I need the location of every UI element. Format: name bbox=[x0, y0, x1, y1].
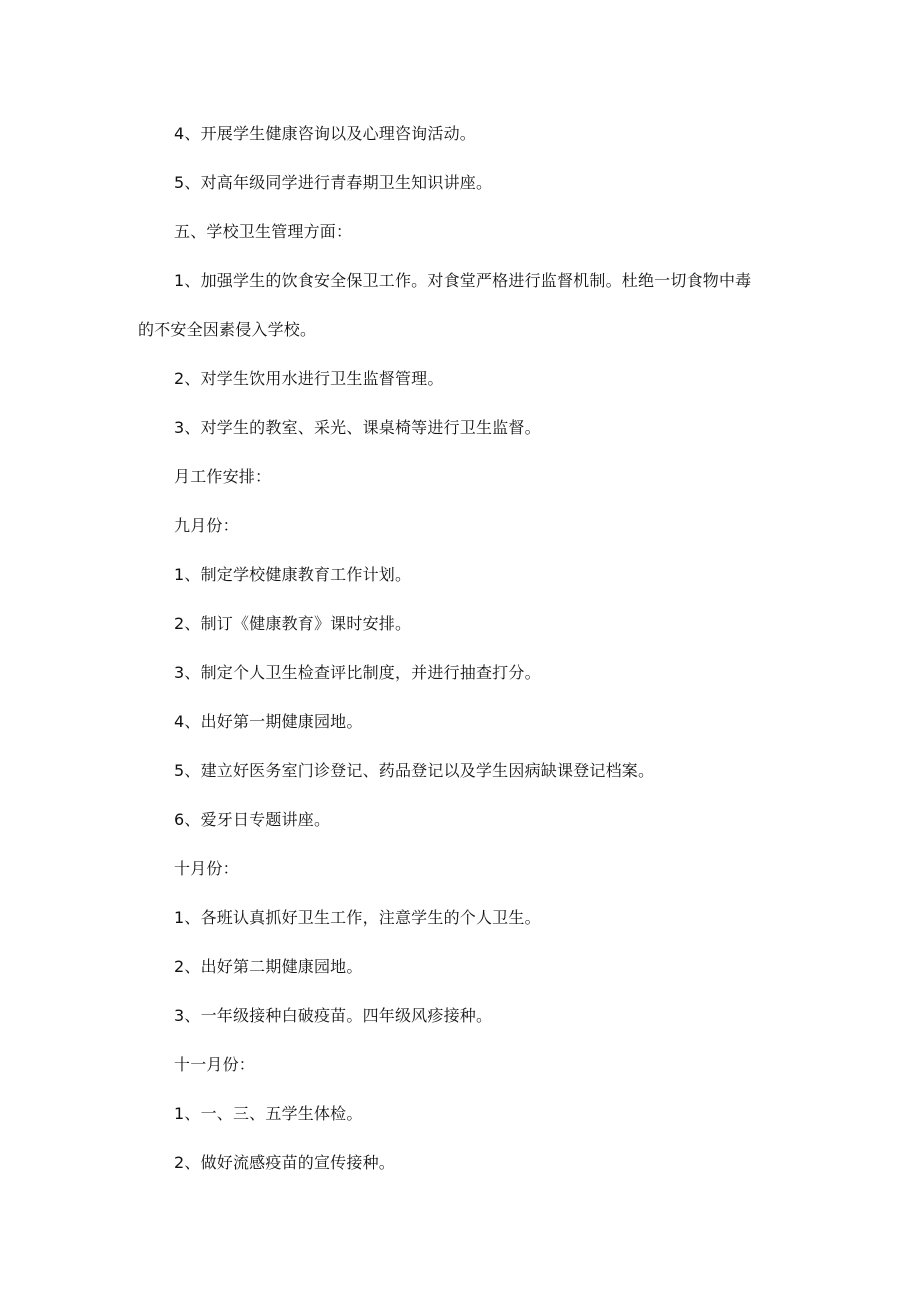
month-heading-october: 十月份： bbox=[174, 859, 239, 878]
list-item-health-consulting: 4、开展学生健康咨询以及心理咨询活动。 bbox=[174, 124, 476, 143]
list-item-october-1: 1、各班认真抓好卫生工作，注意学生的个人卫生。 bbox=[174, 908, 541, 927]
list-item-food-safety: 1、加强学生的饮食安全保卫工作。对食堂严格进行监督机制。杜绝一切食物中毒 bbox=[174, 271, 752, 290]
list-item-november-2: 2、做好流感疫苗的宣传接种。 bbox=[174, 1153, 395, 1172]
section-heading-school-hygiene: 五、学校卫生管理方面： bbox=[174, 222, 353, 241]
list-item-october-3: 3、一年级接种白破疫苗。四年级风疹接种。 bbox=[174, 1006, 493, 1025]
month-heading-september: 九月份： bbox=[174, 516, 239, 535]
list-item-september-1: 1、制定学校健康教育工作计划。 bbox=[174, 565, 412, 584]
list-item-september-3: 3、制定个人卫生检查评比制度，并进行抽查打分。 bbox=[174, 663, 541, 682]
list-item-september-6: 6、爱牙日专题讲座。 bbox=[174, 810, 331, 829]
list-item-october-2: 2、出好第二期健康园地。 bbox=[174, 957, 363, 976]
list-item-september-4: 4、出好第一期健康园地。 bbox=[174, 712, 363, 731]
list-item-food-safety-continued: 的不安全因素侵入学校。 bbox=[138, 320, 317, 339]
month-heading-november: 十一月份： bbox=[174, 1055, 256, 1074]
list-item-puberty-lecture: 5、对高年级同学进行青春期卫生知识讲座。 bbox=[174, 173, 493, 192]
list-item-september-2: 2、制订《健康教育》课时安排。 bbox=[174, 614, 412, 633]
list-item-drinking-water: 2、对学生饮用水进行卫生监督管理。 bbox=[174, 369, 444, 388]
list-item-september-5: 5、建立好医务室门诊登记、药品登记以及学生因病缺课登记档案。 bbox=[174, 761, 655, 780]
section-heading-monthly-schedule: 月工作安排： bbox=[174, 467, 272, 486]
list-item-november-1: 1、一、三、五学生体检。 bbox=[174, 1104, 363, 1123]
list-item-classroom-supervision: 3、对学生的教室、采光、课桌椅等进行卫生监督。 bbox=[174, 418, 541, 437]
